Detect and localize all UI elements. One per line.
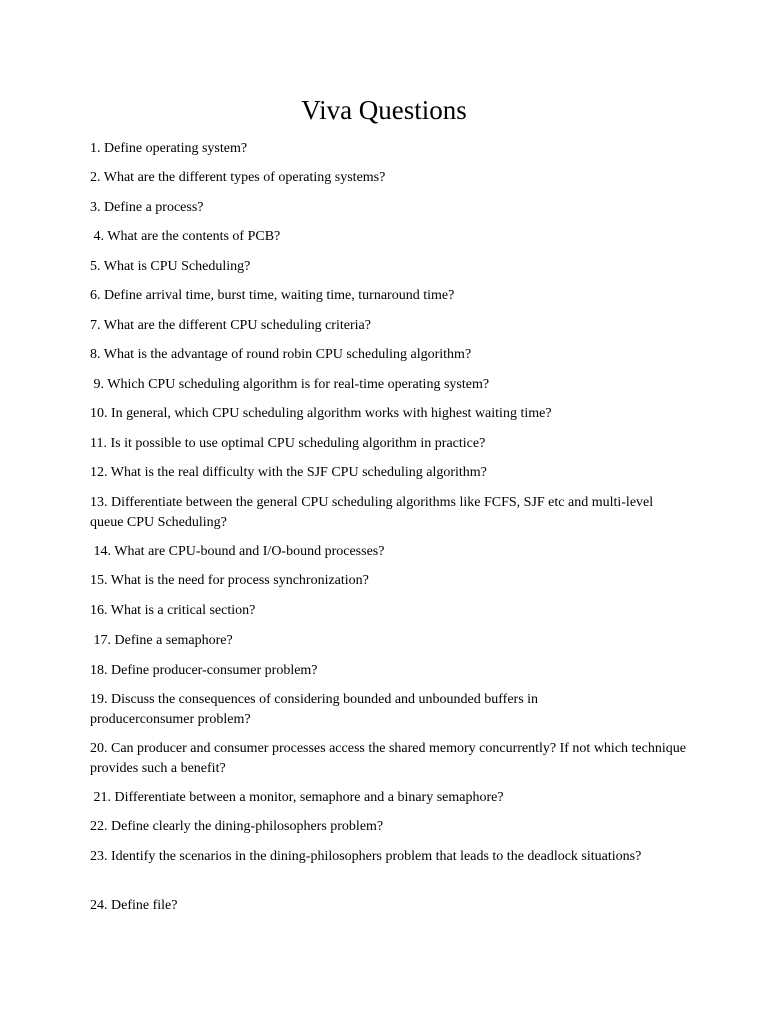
question-17: 17. Define a semaphore? bbox=[90, 633, 233, 648]
question-14: 14. What are CPU-bound and I/O-bound processes? bbox=[90, 544, 385, 559]
question-3: 3. Define a process? bbox=[90, 200, 204, 215]
question-24: 24. Define file? bbox=[90, 898, 178, 913]
question-10: 10. In general, which CPU scheduling algorithm works with highest waiting time? bbox=[90, 406, 552, 421]
question-1: 1. Define operating system? bbox=[90, 141, 248, 156]
question-4: 4. What are the contents of PCB? bbox=[90, 229, 281, 244]
question-6: 6. Define arrival time, burst time, waiting time, turnaround time? bbox=[90, 288, 455, 303]
question-18: 18. Define producer-consumer problem? bbox=[90, 663, 318, 678]
question-2: 2. What are the different types of operating systems? bbox=[90, 170, 386, 185]
question-11: 11. Is it possible to use optimal CPU scheduling algorithm in practice? bbox=[90, 436, 486, 451]
question-20: 20. Can producer and consumer processes access the shared memory concurrently? If not which technique provides such a benefit? bbox=[90, 741, 686, 776]
question-22: 22. Define clearly the dining-philosophers problem? bbox=[90, 819, 384, 834]
question-5: 5. What is CPU Scheduling? bbox=[90, 259, 251, 274]
question-19: 19. Discuss the consequences of considering bounded and unbounded buffers in producerconsumer problem? bbox=[90, 692, 539, 727]
question-8: 8. What is the advantage of round robin CPU scheduling algorithm? bbox=[90, 347, 472, 362]
question-15: 15. What is the need for process synchronization? bbox=[90, 573, 369, 588]
question-16: 16. What is a critical section? bbox=[90, 603, 256, 618]
question-7: 7. What are the different CPU scheduling criteria? bbox=[90, 318, 371, 333]
question-21: 21. Differentiate between a monitor, semaphore and a binary semaphore? bbox=[90, 790, 504, 805]
page-title: Viva Questions bbox=[301, 95, 467, 125]
question-23: 23. Identify the scenarios in the dining-philosophers problem that leads to the deadlock situations? bbox=[90, 849, 642, 864]
question-9: 9. Which CPU scheduling algorithm is for real-time operating system? bbox=[90, 377, 490, 392]
question-13: 13. Differentiate between the general CPU scheduling algorithms like FCFS, SJF etc and multi-level queue CPU Scheduling? bbox=[90, 495, 654, 530]
question-12: 12. What is the real difficulty with the SJF CPU scheduling algorithm? bbox=[90, 465, 487, 480]
